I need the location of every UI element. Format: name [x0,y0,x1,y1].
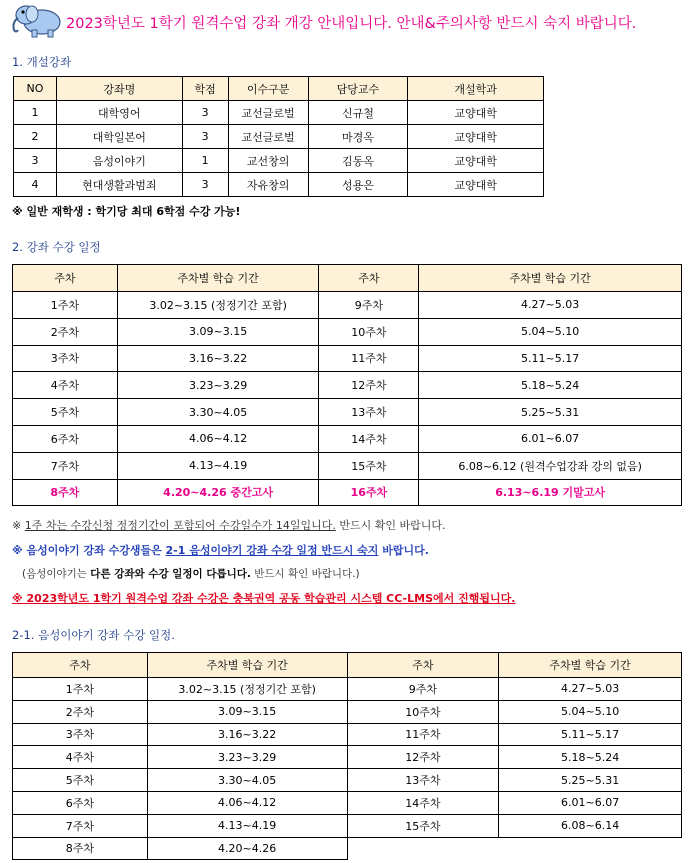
table-cell: 3.16~3.22 [117,345,319,372]
column-header: NO [14,77,57,101]
table-cell: 4주차 [13,372,118,399]
table-cell: 14주차 [347,791,499,814]
table-cell: 5주차 [13,399,118,426]
note-suffix: 바랍니다. [378,544,429,557]
page-title: 2023학년도 1학기 원격수업 강좌 개강 안내입니다. 안내&주의사항 반드시 숙지 바랍니다. [66,16,637,32]
table-cell: 교선글로벌 [228,101,308,125]
table-cell: 10주차 [347,700,499,723]
table-cell: 5주차 [13,769,148,792]
table-row [13,318,682,345]
table-cell: 6.01~6.07 [419,425,682,452]
table-row [13,746,682,769]
table-cell: 6주차 [13,791,148,814]
table-cell: 3.16~3.22 [147,723,347,746]
table-cell: 15주차 [319,452,419,479]
table-cell: 교선창의 [228,149,308,173]
table-cell: 7주차 [13,452,118,479]
table-cell: 3주차 [13,723,148,746]
note-prefix: ※ [12,519,25,532]
table-row [13,678,682,701]
table-row [14,149,544,173]
table-cell: 4.13~4.19 [147,814,347,837]
table-cell: 15주차 [347,814,499,837]
table-cell: 7주차 [13,814,148,837]
table-cell: 3 [182,125,228,149]
section-heading-voice-schedule: 2-1. 음성이야기 강좌 수강 일정. [12,628,175,642]
table-cell: 6주차 [13,425,118,452]
table-cell: 3.23~3.29 [117,372,319,399]
table-cell: 6.08~6.12 (원격수업강좌 강의 없음) [419,452,682,479]
table-cell: 11주차 [347,723,499,746]
table-cell: 4.06~4.12 [117,425,319,452]
table-cell: 교양대학 [408,101,544,125]
note-prefix: (음성이야기는 [22,568,91,580]
table-cell: 4.06~4.12 [147,791,347,814]
note-prefix: ※ 음성이야기 강좌 수강생들은 [12,544,166,557]
column-header: 주차별 학습 기간 [499,653,682,678]
table-cell: 9주차 [347,678,499,701]
column-header: 주차 [13,265,118,292]
table-cell: 3 [14,149,57,173]
table-cell: 자유창의 [228,173,308,197]
column-header: 주차별 학습 기간 [147,653,347,678]
table-cell: 3 [182,101,228,125]
table-cell: 대학일본어 [56,125,182,149]
table-row [13,399,682,426]
table-row [13,791,682,814]
column-header: 주차별 학습 기간 [117,265,319,292]
table-row [13,723,682,746]
table-cell: 교양대학 [408,125,544,149]
table-cell: 3.09~3.15 [117,318,319,345]
table-cell: 교양대학 [408,173,544,197]
note-suffix: 반드시 확인 바랍니다.) [250,568,360,580]
table-cell: 3 [182,173,228,197]
empty-cell [499,837,682,860]
table-header-row [14,77,544,101]
table-row [13,452,682,479]
section-heading-schedule: 2. 강좌 수강 일정 [12,240,101,254]
table-cell: 12주차 [347,746,499,769]
column-header: 주차 [13,653,148,678]
table-cell: 5.18~5.24 [419,372,682,399]
table-cell: 4.20~4.26 중간고사 [117,479,319,506]
table-cell: 1주차 [13,292,118,319]
note-week1 [12,517,445,533]
table-cell: 4.20~4.26 [147,837,347,860]
table-cell: 12주차 [319,372,419,399]
table-cell: 8주차 [13,479,118,506]
table-cell: 마경옥 [308,125,408,149]
table-cell: 3.30~4.05 [117,399,319,426]
table-row [13,425,682,452]
table-cell: 13주차 [319,399,419,426]
column-header: 이수구분 [228,77,308,101]
table-row [13,700,682,723]
table-row [13,372,682,399]
note-voice-different [22,566,360,581]
table-cell: 2주차 [13,700,148,723]
table-row [14,101,544,125]
table-cell: 3.30~4.05 [147,769,347,792]
column-header: 주차별 학습 기간 [419,265,682,292]
table-cell: 4.13~4.19 [117,452,319,479]
note-voice-course [12,542,429,558]
table-cell: 4.27~5.03 [499,678,682,701]
table-cell: 2 [14,125,57,149]
table-cell: 13주차 [347,769,499,792]
table-cell: 14주차 [319,425,419,452]
table-cell: 5.04~5.10 [499,700,682,723]
table-cell: 3주차 [13,345,118,372]
empty-cell [347,837,499,860]
table-row [14,173,544,197]
table-cell: 4 [14,173,57,197]
table-cell: 대학영어 [56,101,182,125]
table-cell: 2주차 [13,318,118,345]
elephant-mascot-icon [8,2,66,38]
table-cell: 김동옥 [308,149,408,173]
table-cell: 3.02~3.15 (정정기간 포함) [117,292,319,319]
note-bold: 다른 강좌와 수강 일정이 다릅니다. [90,568,251,580]
table-cell: 3.02~3.15 (정정기간 포함) [147,678,347,701]
table-cell: 신규철 [308,101,408,125]
table-cell: 5.11~5.17 [499,723,682,746]
table-cell: 1주차 [13,678,148,701]
table-cell: 11주차 [319,345,419,372]
table-cell: 현대생활과범죄 [56,173,182,197]
table-cell: 성용은 [308,173,408,197]
note-suffix: 반드시 확인 바랍니다. [335,519,446,532]
table-cell: 6.01~6.07 [499,791,682,814]
table-cell: 3.09~3.15 [147,700,347,723]
note-underlined: 1주 차는 수강신청 정정기간이 포함되어 수강일수가 14일입니다. [24,519,336,532]
table-cell: 16주차 [319,479,419,506]
column-header: 주차 [319,265,419,292]
voice-schedule-table [12,652,682,860]
table-cell: 1 [14,101,57,125]
column-header: 학점 [182,77,228,101]
table-row [13,292,682,319]
table-row [13,837,682,860]
table-cell: 8주차 [13,837,148,860]
table-cell: 4주차 [13,746,148,769]
table-row-exam [13,479,682,506]
table-cell: 1 [182,149,228,173]
section-heading-courses: 1. 개설강좌 [12,55,72,69]
table-row [13,814,682,837]
table-cell: 5.04~5.10 [419,318,682,345]
table-row [14,125,544,149]
table-cell: 교선글로벌 [228,125,308,149]
column-header: 개설학과 [408,77,544,101]
table-cell: 9주차 [319,292,419,319]
note-underlined: 2-1 음성이야기 강좌 수강 일정 반드시 숙지 [165,544,379,557]
table-cell: 5.11~5.17 [419,345,682,372]
note-cc-lms: ※ 2023학년도 1학기 원격수업 강좌 수강은 충북권역 공동 학습관리 시스템 CC-LMS에서 진행됩니다. [12,592,516,605]
schedule-table [12,264,682,506]
table-cell: 4.27~5.03 [419,292,682,319]
table-header-row [13,265,682,292]
table-cell: 3.23~3.29 [147,746,347,769]
credit-limit-note: ※ 일반 재학생 : 학기당 최대 6학점 수강 가능! [12,205,241,218]
table-cell: 6.08~6.14 [499,814,682,837]
table-cell: 5.25~5.31 [499,769,682,792]
table-cell: 5.18~5.24 [499,746,682,769]
column-header: 담당교수 [308,77,408,101]
table-cell: 5.25~5.31 [419,399,682,426]
table-cell: 10주차 [319,318,419,345]
table-cell: 교양대학 [408,149,544,173]
column-header: 주차 [347,653,499,678]
courses-table [13,76,544,197]
table-header-row [13,653,682,678]
table-row [13,345,682,372]
table-cell: 음성이야기 [56,149,182,173]
column-header: 강좌명 [56,77,182,101]
table-cell: 6.13~6.19 기말고사 [419,479,682,506]
table-row [13,769,682,792]
